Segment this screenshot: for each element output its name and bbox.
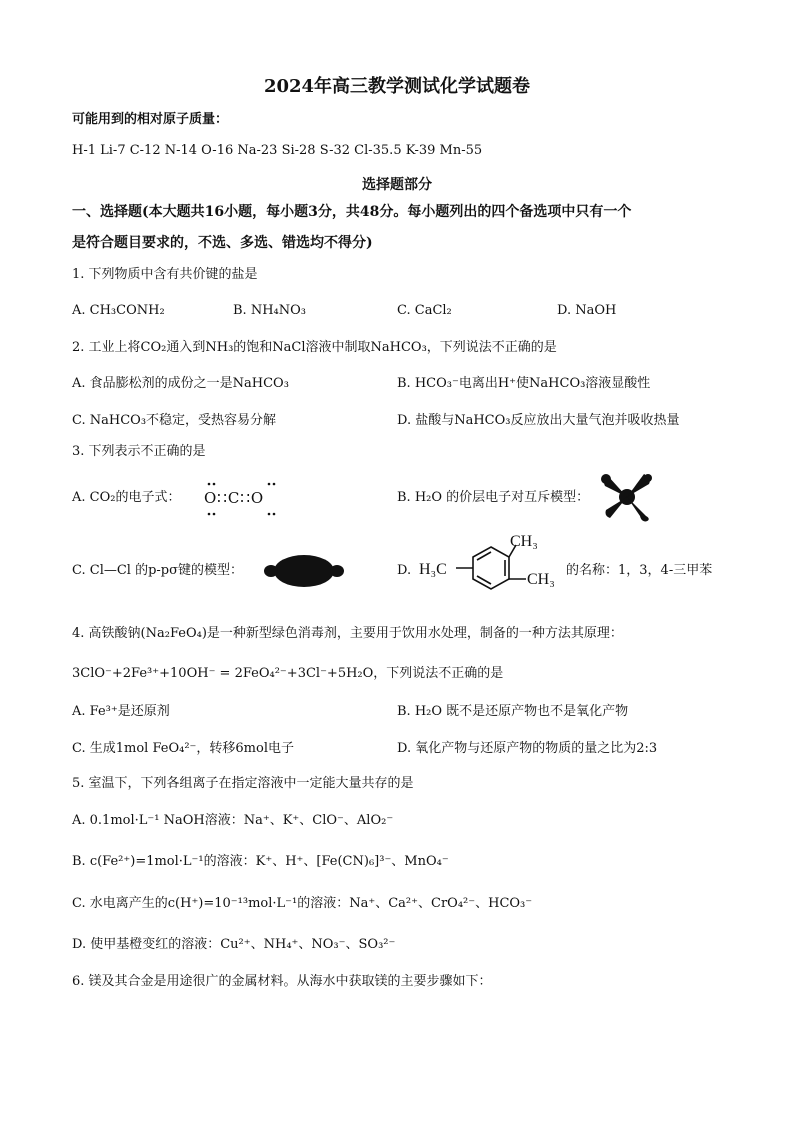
- q1-option-d[interactable]: D. NaOH: [557, 303, 617, 318]
- q5-option-d[interactable]: D. 使甲基橙变红的溶液：Cu²⁺、NH₄⁺、NO₃⁻、SO₃²⁻: [72, 937, 396, 952]
- q5-option-c[interactable]: C. 水电离产生的c(H⁺)=10⁻¹³mol·L⁻¹的溶液：Na⁺、Ca²⁺、CrO₄²⁻、HCO₃⁻: [72, 896, 533, 911]
- section-intro-line2: 是符合题目要求的，不选、多选、错选均不得分): [72, 235, 373, 251]
- question-4-stem: 4. 高铁酸钠(Na₂FeO₄)是一种新型绿色消毒剂，主要用于饮用水处理，制备的一种方法其原理：: [72, 626, 623, 641]
- co2-electron-formula: O∷C∷O: [204, 489, 265, 507]
- q4-option-b[interactable]: B. H₂O 既不是还原产物也不是氧化产物: [397, 704, 629, 719]
- question-5-stem: 5. 室温下，下列各组离子在指定溶液中一定能大量共存的是: [72, 776, 414, 791]
- question-3-stem: 3. 下列表示不正确的是: [72, 444, 206, 459]
- question-2-stem: 2. 工业上将CO₂通入到NH₃的饱和NaCl溶液中制取NaHCO₃，下列说法不正确的是: [72, 340, 557, 355]
- co2-lone-pair-dots: [200, 478, 290, 520]
- q3-option-b[interactable]: B. H₂O 的价层电子对互斥模型：: [397, 490, 590, 505]
- q2-option-d[interactable]: D. 盐酸与NaHCO₃反应放出大量气泡并吸收热量: [397, 413, 680, 428]
- q1-option-b[interactable]: B. NH₄NO₃: [233, 303, 306, 318]
- vsepr-model-image: [596, 470, 658, 526]
- q3-option-d-text[interactable]: 的名称：1，3，4-三甲苯: [566, 563, 713, 578]
- q1-option-c[interactable]: C. CaCl₂: [397, 303, 452, 318]
- q1-option-a[interactable]: A. CH₃CONH₂: [72, 303, 165, 318]
- atomic-mass-list: H-1 Li-7 C-12 N-14 O-16 Na-23 Si-28 S-32 Cl-35.5 K-39 Mn-55: [72, 143, 483, 158]
- question-1-stem: 1. 下列物质中含有共价键的盐是: [72, 267, 258, 282]
- question-4-equation: 3ClO⁻+2Fe³⁺+10OH⁻ = 2FeO₄²⁻+3Cl⁻+5H₂O，下列说法不正确的是: [72, 666, 504, 681]
- q3-option-d-prefix[interactable]: D.: [397, 563, 412, 578]
- atomic-mass-label: 可能用到的相对原子质量：: [72, 112, 229, 127]
- ch3-right-label: CH₃: [527, 571, 555, 588]
- question-6-stem: 6. 镁及其合金是用途很广的金属材料。从海水中获取镁的主要步骤如下：: [72, 974, 492, 989]
- section-title: 选择题部分: [362, 177, 432, 193]
- q5-option-b[interactable]: B. c(Fe²⁺)=1mol·L⁻¹的溶液：K⁺、H⁺、[Fe(CN)₆]³⁻、MnO₄⁻: [72, 854, 449, 869]
- trimethylbenzene-structure: [414, 533, 566, 609]
- sigma-bond-model-image: [262, 551, 346, 591]
- q2-option-a[interactable]: A. 食品膨松剂的成份之一是NaHCO₃: [72, 376, 289, 391]
- ch3-top-label: CH₃: [510, 533, 538, 550]
- q4-option-c[interactable]: C. 生成1mol FeO₄²⁻，转移6mol电子: [72, 741, 294, 756]
- page-title: 2024年高三教学测试化学试题卷: [263, 76, 531, 97]
- q3-option-a[interactable]: A. CO₂的电子式：: [72, 490, 181, 505]
- q3-option-c[interactable]: C. Cl—Cl 的p-pσ键的模型：: [72, 563, 243, 578]
- q4-option-d[interactable]: D. 氧化产物与还原产物的物质的量之比为2:3: [397, 741, 658, 756]
- q4-option-a[interactable]: A. Fe³⁺是还原剂: [72, 704, 170, 719]
- q5-option-a[interactable]: A. 0.1mol·L⁻¹ NaOH溶液：Na⁺、K⁺、ClO⁻、AlO₂⁻: [72, 813, 394, 828]
- h3c-left-label: H₃C: [419, 561, 447, 578]
- q2-option-b[interactable]: B. HCO₃⁻电离出H⁺使NaHCO₃溶液显酸性: [397, 376, 651, 391]
- q2-option-c[interactable]: C. NaHCO₃不稳定，受热容易分解: [72, 413, 277, 428]
- section-intro-line1: 一、选择题(本大题共16小题，每小题3分，共48分。每小题列出的四个备选项中只有一个: [72, 204, 632, 220]
